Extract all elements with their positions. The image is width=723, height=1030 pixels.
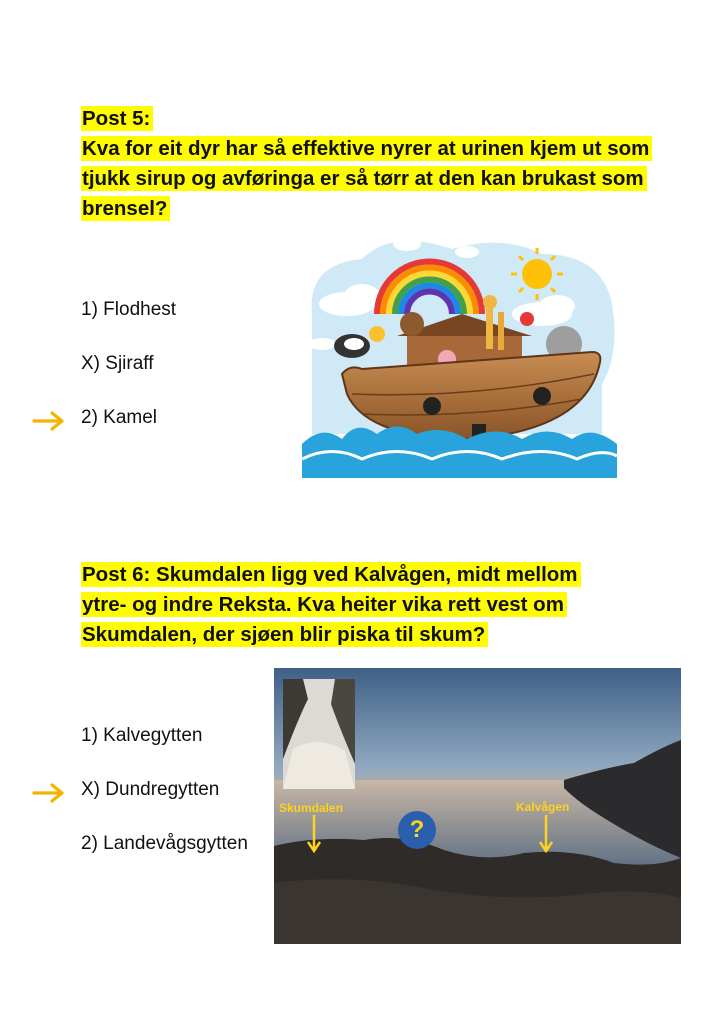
question-mark-icon bbox=[398, 811, 436, 849]
down-arrow-icon bbox=[307, 815, 321, 855]
question-mark-label: ? bbox=[409, 816, 425, 843]
noahs-ark-illustration bbox=[302, 234, 617, 478]
skumdalen-inset-photo bbox=[283, 679, 355, 789]
post5-option-x: X) Sjiraff bbox=[81, 353, 154, 374]
post5-option-2: 2) Kamel bbox=[81, 407, 158, 428]
answer-arrow-icon bbox=[32, 781, 66, 805]
answer-arrow-icon bbox=[32, 409, 66, 433]
kalvagen-label: Kalvågen bbox=[516, 800, 570, 814]
post5-option-1: 1) Flodhest bbox=[81, 299, 177, 320]
post6-option-2: 2) Landevågsgytten bbox=[81, 833, 248, 854]
post5-question bbox=[81, 104, 661, 224]
down-arrow-icon bbox=[539, 815, 553, 855]
post6-question bbox=[81, 560, 621, 650]
post5-question-text: Kva for eit dyr har så effektive nyrer at urinen kjem ut som tjukk sirup og avføringa er så tørr at den kan brukast som brensel? bbox=[81, 136, 652, 221]
post6-question-text: Post 6: Skumdalen ligg ved Kalvågen, midt mellom ytre- og indre Reksta. Kva heiter vika rett vest om Skumdalen, der sjøen blir piska til skum? bbox=[81, 562, 581, 647]
post6-option-x: X) Dundregytten bbox=[81, 779, 220, 800]
coastline-photo bbox=[274, 668, 681, 944]
skumdalen-label: Skumdalen bbox=[279, 801, 344, 815]
post6-option-1: 1) Kalvegytten bbox=[81, 725, 203, 746]
post5-heading: Post 5: bbox=[81, 106, 153, 131]
